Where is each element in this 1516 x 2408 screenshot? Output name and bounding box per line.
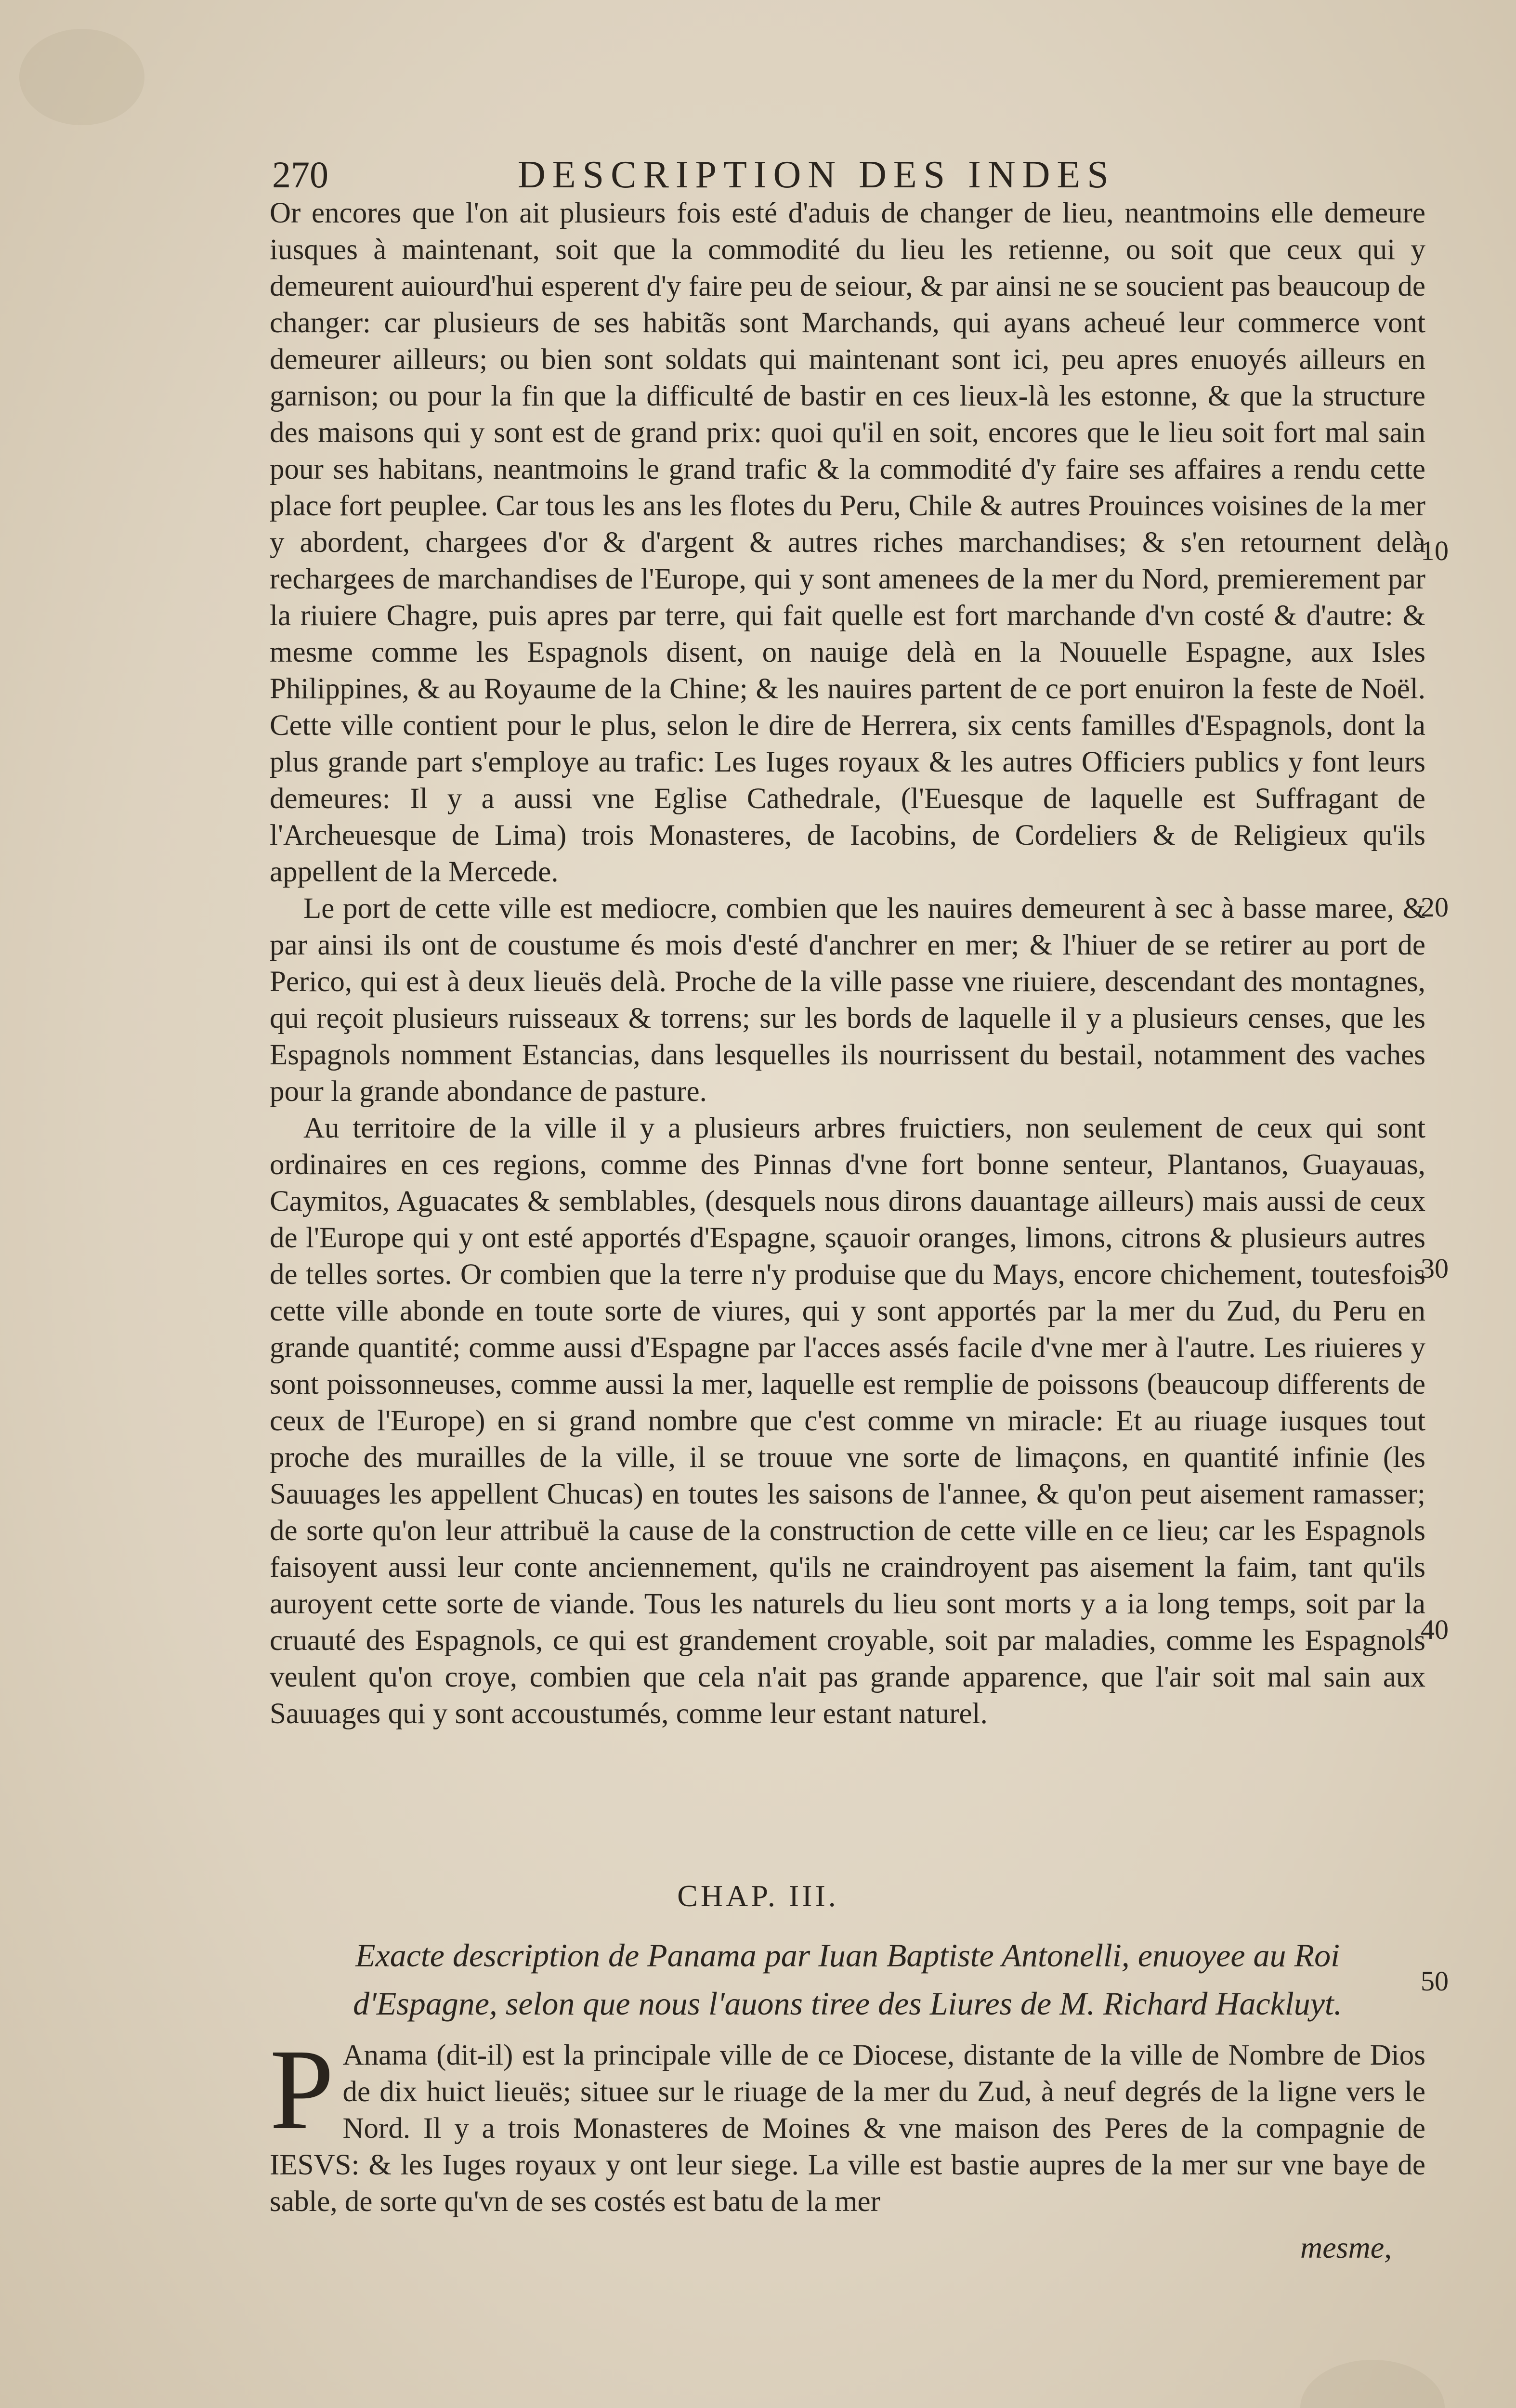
- margin-line-number: 10: [1421, 535, 1449, 566]
- margin-line-number: 30: [1421, 1253, 1449, 1284]
- chapter-heading: CHAP. III.: [677, 1879, 839, 1913]
- catchword: mesme,: [1300, 2230, 1392, 2264]
- margin-line-number: 20: [1421, 891, 1449, 923]
- main-text: [270, 195, 1425, 1732]
- paragraph: Au territoire de la ville il y a plusieurs arbres fruictiers, non seulement de ceux qui sont ordinaires en ces regions, comme des Pinnas d'vne fort bonne senteur, Plantanos, Guayauas, Caymitos, Aguacates & semblables, (desquels nous dirons dauantage ailleurs) mais aussi de ceux de l'Europe qui y ont esté apportés d'Espagne, sçauoir oranges, limons, citrons & plusieurs autres de telles sortes. Or combien que la terre n'y produise que du Mays, encore chichement, toutesfois cette ville abonde en toute sorte de viures, qui y sont apportés par la mer du Zud, du Peru en grande quantité; comme aussi d'Espagne par l'acces assés facile d'vne mer à l'autre. Les riuieres y sont poissonneuses, comme aussi la mer, laquelle est remplie de poissons (beaucoup differents de ceux de l'Europe) en si grand nombre que c'est comme vn miracle: Et au riuage iusques tout proche des murailles de la ville, il se trouue vne sorte de limaçons, en quantité infinie (les Sauuages les appellent Chucas) en toutes les saisons de l'annee, & qu'on peut aisement ramasser; de sorte qu'on leur attribuë la cause de la construction de cette ville en ce lieu; car les Espagnols faisoyent aussi leur conte anciennement, qu'ils ne craindroyent pas aisement la faim, tant qu'ils auroyent cette sorte de viande. Tous les naturels du lieu sont morts y a ia long temps, soit par la cruauté des Espagnols, ce qui est grandement croyable, soit par maladies, comme les Espagnols veulent qu'on croye, combien que cela n'ait pas grande apparence, que l'air soit mal sain aux Sauuages qui y sont accoustumés, comme leur estant naturel.: [270, 1112, 1425, 1730]
- paper-stain: [1300, 2360, 1445, 2408]
- margin-line-number: 40: [1421, 1614, 1449, 1645]
- paper-stain: [19, 29, 144, 125]
- chapter-subtitle: [270, 1931, 1425, 2028]
- chapter-subtitle-line: Exacte description de Panama par Iuan Baptiste Antonelli, enuoyee au Roi: [355, 1937, 1340, 1974]
- margin-line-number: 50: [1421, 1965, 1449, 1997]
- chapter-paragraph: [270, 2025, 1425, 2220]
- drop-capital: P: [270, 2025, 334, 2153]
- paragraph: Le port de cette ville est mediocre, combien que les nauires demeurent à sec à basse maree, & par ainsi ils ont de coustume és mois d'esté d'anchrer en mer; & l'hiuer de se retirer au port de Perico, qui est à deux lieuës delà. Proche de la ville passe vne riuiere, descendant des montagnes, qui reçoit plusieurs ruisseaux & torrens; sur les bords de laquelle il y a plusieurs censes, que les Espagnols nomment Estancias, dans lesquelles ils nourrissent du bestail, notamment des vaches pour la grande abondance de pasture.: [270, 892, 1425, 1108]
- chapter-subtitle-line: d'Espagne, selon que nous l'auons tiree des Liures de M. Richard Hackluyt.: [353, 1985, 1342, 2022]
- chapter-paragraph-text: Anama (dit-il) est la principale ville de ce Diocese, distante de la ville de Nombre de Dios de dix huict lieuës; situee sur le riuage de la mer du Zud, à neuf degrés de la ligne vers le Nord. Il y a trois Monasteres de Moines & vne maison des Peres de la compagnie de IESVS: & les Iuges royaux y ont leur siege. La ville est bastie aupres de la mer sur vne baye de sable, de sorte qu'vn de ses costés est batu de la mer: [270, 2039, 1425, 2218]
- paragraph: Or encores que l'on ait plusieurs fois esté d'aduis de changer de lieu, neantmoins elle demeure iusques à maintenant, soit que la commodité du lieu les retienne, ou soit que ceux qui y demeurent auiourd'hui esperent d'y faire peu de seiour, & par ainsi ne se soucient pas beaucoup de changer: car plusieurs de ses habitãs sont Marchands, qui ayans acheué leur commerce vont demeurer ailleurs; ou bien sont soldats qui maintenant sont ici, peu apres enuoyés ailleurs en garnison; ou pour la fin que la difficulté de bastir en ces lieux-là les estonne, & que la structure des maisons qui y sont est de grand prix: quoi qu'il en soit, encores que le lieu soit fort mal sain pour ses habitans, neantmoins le grand trafic & la commodité d'y faire ses affaires a rendu cette place fort peuplee. Car tous les ans les flotes du Peru, Chile & autres Prouinces voisines de la mer y abordent, chargees d'or & d'argent & autres riches marchandises; & s'en retournent delà rechargees de marchandises de l'Europe, qui y sont amenees de la mer du Nord, premierement par la riuiere Chagre, puis apres par terre, qui fait quelle est fort marchande d'vn costé & d'autre: & mesme comme les Espagnols disent, on nauige delà en la Nouuelle Espagne, aux Isles Philippines, & au Royaume de la Chine; & les nauires partent de ce port enuiron la feste de Noël. Cette ville contient pour le plus, selon le dire de Herrera, six cents familles d'Espagnols, dont la plus grande part s'employe au trafic: Les Iuges royaux & les autres Officiers publics y font leurs demeures: Il y a aussi vne Eglise Cathedrale, (l'Euesque de laquelle est Suffragant de l'Archeuesque de Lima) trois Monasteres, de Iacobins, de Cordeliers & de Religieux qu'ils appellent de la Mercede.: [270, 197, 1425, 888]
- folio-number: 270: [272, 154, 328, 196]
- running-head: [272, 153, 1428, 196]
- running-title: DESCRIPTION DES INDES: [518, 154, 1115, 196]
